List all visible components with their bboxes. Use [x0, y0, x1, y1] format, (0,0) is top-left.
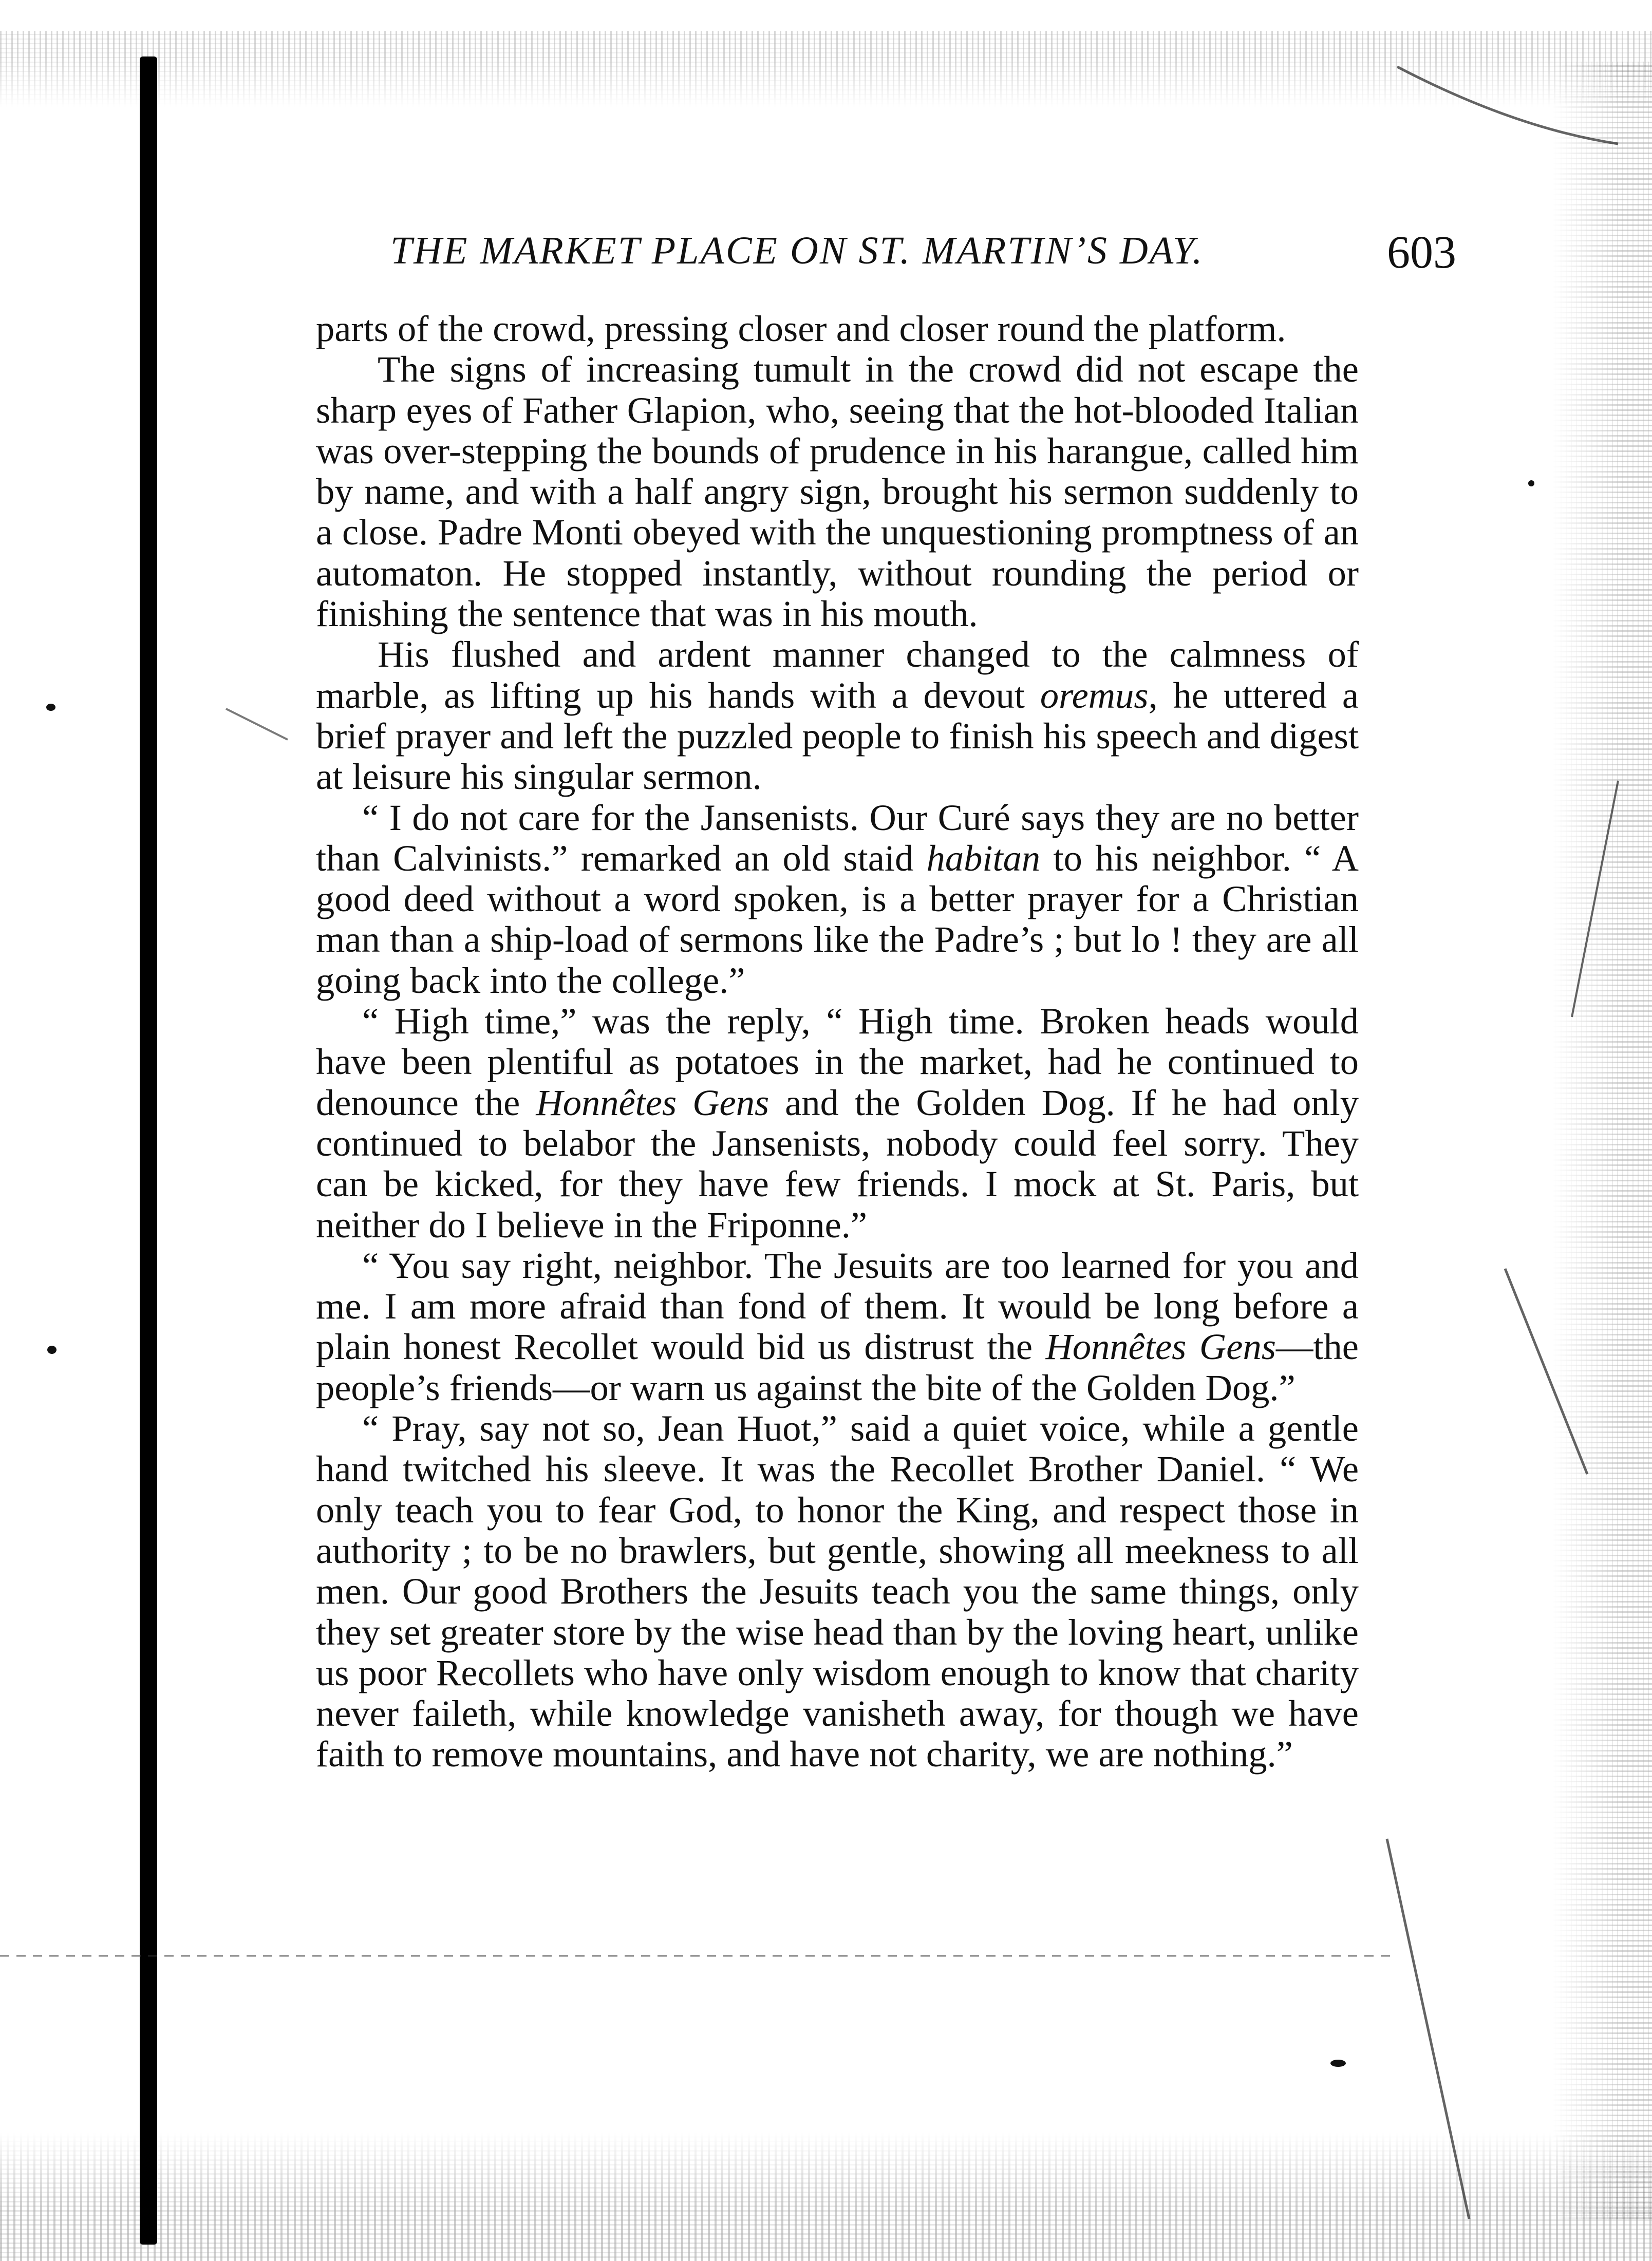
fold-curve-top-right	[1397, 67, 1618, 144]
body-text	[316, 308, 1359, 2090]
paragraph-6	[316, 1245, 1359, 1408]
paragraph-2: The signs of increasing tumult in the crowd did not escape the sharp eyes of Father Glapion, who, seeing that the hot-blooded Italian was over-stepping the bounds of prudence in his harangue, called him by name, and with a half angry sign, brought his sermon suddenly to a close. Padre Monti obeyed with the unquestioning promptness of an automaton. He stopped instantly, without rounding the period or finishing the sentence that was in his mouth.	[316, 348, 1359, 635]
paragraph-3-text-after: , he uttered a brief prayer and left the puzzled people to finish his speech and digest at leisure his singular sermon.	[316, 674, 1359, 798]
paragraph-5-italic-phrase: Honnêtes Gens	[536, 1081, 769, 1123]
paragraph-3-italic-word: oremus	[1040, 674, 1149, 716]
fold-line-left	[226, 709, 288, 740]
paragraph-5-text-before: “ High time,” was the reply, “ High time. Broken heads would have been plentiful as potatoes in the market, had he continued to denounce the	[316, 1000, 1359, 1123]
fold-line-right-lower	[1387, 1839, 1469, 2219]
paragraph-6-italic-phrase: Honnêtes Gens	[1045, 1326, 1276, 1368]
page-number: 603	[1387, 227, 1456, 278]
ink-speck	[1528, 480, 1534, 486]
paragraph-5	[316, 1001, 1359, 1245]
paragraph-4-text-after: to his neighbor. “ A good deed without a word spoken, is a better prayer for a Christian man than a ship-load of sermons like the Padre’s ; but lo ! they are all going back into the college.”	[316, 837, 1359, 1001]
paragraph-3	[316, 634, 1359, 797]
paragraph-3-text-before: His flushed and ardent manner changed to the calmness of marble, as lifting up his hands with a devout	[316, 633, 1359, 716]
fold-line-right-middle	[1505, 1269, 1587, 1474]
paragraph-6-text-after: —the people’s friends—or warn us against the bite of the Golden Dog.”	[316, 1326, 1359, 1408]
paragraph-4-text-before: “ I do not care for the Jansenists. Our Curé says they are no better than Calvinists.” remarked an old staid	[316, 796, 1359, 879]
paragraph-7: “ Pray, say not so, Jean Huot,” said a quiet voice, while a gentle hand twitched his sleeve. It was the Recollet Brother Daniel. “ We only teach you to fear God, to honor the King, and respect those in authority ; to be no brawlers, but gentle, showing all meekness to all men. Our good Brothers the Jesuits teach you the same things, only they set greater store by the wise head than by the loving heart, unlike us poor Recollets who have only wisdom enough to know that charity never faileth, while knowledge vanisheth away, for though we have faith to remove mountains, and have not charity, we are nothing.”	[316, 1407, 1359, 1775]
paragraph-1: parts of the crowd, pressing closer and closer round the platform.	[316, 308, 1286, 349]
fold-line-right-upper	[1572, 781, 1618, 1017]
paragraph-4-italic-word: habitan	[926, 837, 1041, 879]
paragraph-6-text-before: “ You say right, neighbor. The Jesuits are too learned for you and me. I am more afraid than fond of them. It would be long before a plain honest Recollet would bid us distrust the	[316, 1244, 1359, 1368]
ink-speck	[47, 1346, 57, 1354]
ink-speck	[46, 704, 55, 711]
paragraph-4	[316, 797, 1359, 1001]
running-head: THE MARKET PLACE ON ST. MARTIN’S DAY.	[390, 229, 1204, 272]
paragraph-5-text-after: and the Golden Dog. If he had only continued to belabor the Jansenists, nobody could feel sorry. They can be kicked, for they have few friends. I mock at St. Paris, but neither do I believe in the Friponne.”	[316, 1081, 1359, 1246]
